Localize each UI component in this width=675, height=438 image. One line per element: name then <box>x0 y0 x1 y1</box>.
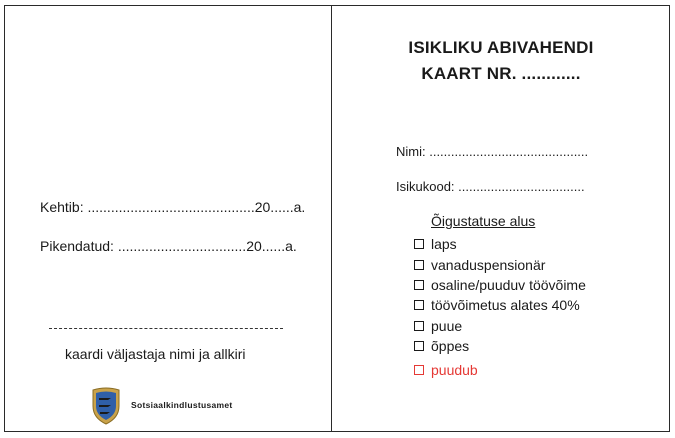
option-laps <box>414 236 457 252</box>
option-label: laps <box>431 236 457 252</box>
option-label: puue <box>431 318 463 334</box>
checkbox-icon <box>414 341 424 351</box>
card-title-line1: ISIKLIKU ABIVAHENDI <box>408 38 594 57</box>
option-toovoimetus-alates-40 <box>414 297 580 313</box>
option-label: osaline/puuduv töövõime <box>431 277 586 293</box>
name-field: Nimi: ............................................ <box>396 144 589 159</box>
signature-caption: kaardi väljastaja nimi ja allkiri <box>65 346 246 362</box>
checkbox-icon <box>414 260 424 270</box>
checkbox-icon <box>414 321 424 331</box>
option-label: õppes <box>431 338 470 354</box>
checkbox-icon <box>414 300 424 310</box>
agency-name: Sotsiaalkindlustusamet <box>131 400 233 410</box>
option-puudub <box>414 362 478 378</box>
signature-line <box>49 328 283 329</box>
checkbox-icon <box>414 280 424 290</box>
option-label: vanaduspensionär <box>431 257 546 273</box>
checkbox-icon <box>414 365 424 375</box>
option-osaline-puuduv-toovoime <box>414 277 586 293</box>
id-code-field: Isikukood: ................................... <box>396 179 585 194</box>
card-title-line2: KAART NR. ............ <box>421 64 581 83</box>
eligibility-basis-heading: Õigustatuse alus <box>431 213 536 229</box>
option-vanaduspensionar <box>414 257 545 273</box>
option-puue <box>414 318 462 334</box>
state-coat-of-arms-logo <box>90 386 122 426</box>
checkbox-icon <box>414 239 424 249</box>
option-label: töövõimetus alates 40% <box>431 297 580 313</box>
option-label: puudub <box>431 362 478 378</box>
valid-until-field: Kehtib: ...........................................20......a. <box>40 199 306 215</box>
extended-until-field: Pikendatud: .................................20......a. <box>40 238 297 254</box>
option-oppes <box>414 338 469 354</box>
